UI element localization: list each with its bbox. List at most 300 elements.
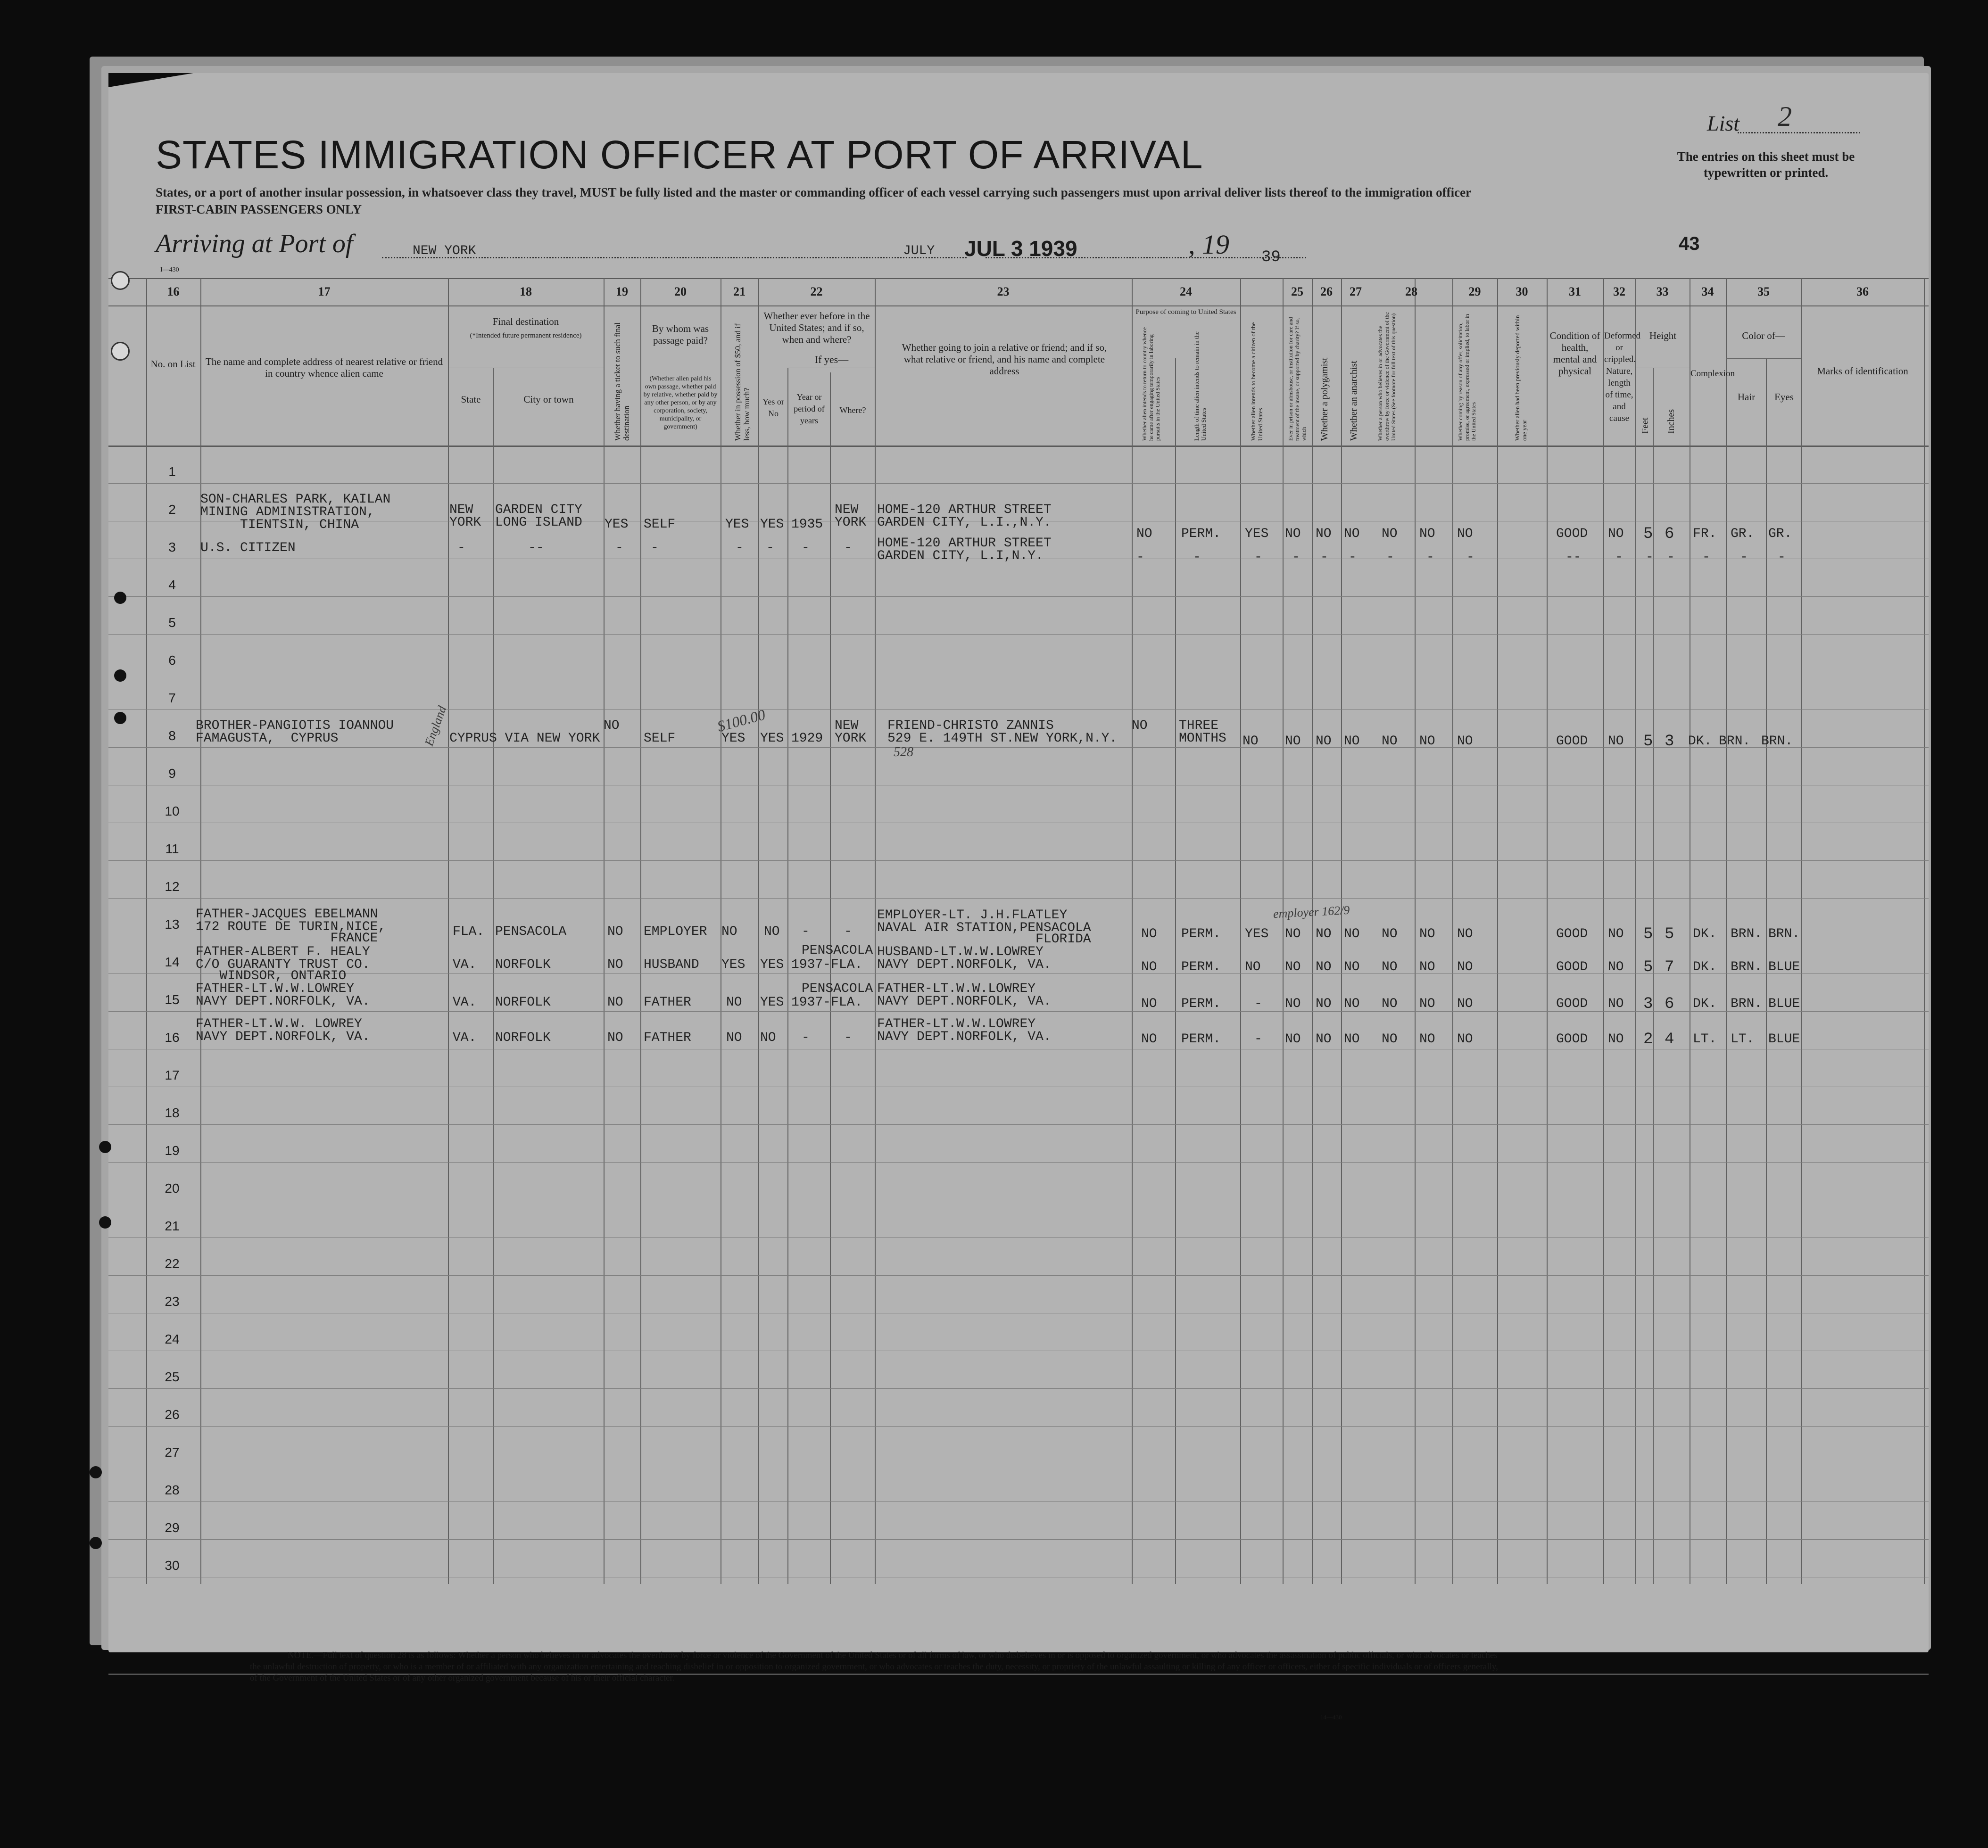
anarchist-cell: NO	[1344, 960, 1360, 974]
before-cell: YES	[760, 995, 784, 1010]
col-num-18: 18	[520, 285, 532, 298]
where-cell: -	[844, 924, 852, 939]
relative-line: 172 ROUTE DE TURIN,NICE,	[196, 920, 386, 934]
ticket-cell: NO	[607, 924, 623, 939]
relative-line: FATHER-LT.W.W.LOWREY	[196, 982, 355, 996]
relative-line: U.S. CITIZEN	[200, 541, 296, 555]
paid-cell: FATHER	[644, 1031, 691, 1045]
dash-cell: -	[1320, 550, 1328, 565]
length-cell: PERM.	[1181, 997, 1221, 1011]
complexion-cell: DK.	[1693, 927, 1717, 941]
col-22-year: Year or period of years	[794, 392, 825, 425]
polygamist-cell: NO	[1316, 527, 1332, 541]
hair-cell: BRN.	[1731, 997, 1763, 1011]
col-num-30: 30	[1516, 285, 1528, 298]
state-cell: YORK	[449, 515, 481, 530]
col-30-header: Whether alien had been previously deported within one year	[1514, 315, 1528, 441]
col-num-26: 26	[1320, 285, 1333, 298]
binder-hole	[111, 271, 130, 290]
state-cell: VA.	[453, 995, 477, 1010]
col-18-header: Final destination	[492, 316, 559, 327]
citizen-cell: YES	[1245, 927, 1269, 941]
q30-cell: NO	[1457, 734, 1473, 749]
complexion-cell: DK.	[1693, 960, 1717, 974]
anarchist-cell: NO	[1344, 1032, 1360, 1047]
join-cell: NAVAL AIR STATION,PENSACOLA	[877, 921, 1091, 935]
length-cell: PERM.	[1181, 527, 1221, 541]
relative-line: WINDSOR, ONTARIO	[196, 969, 347, 983]
col-35-header: Color of—	[1742, 330, 1785, 341]
relative-line: TIENTSIN, CHINA	[200, 518, 359, 532]
citizen-cell: YES	[1245, 527, 1269, 541]
where-cell: -	[844, 1031, 852, 1045]
binder-hole	[114, 669, 126, 682]
q28-cell: NO	[1382, 960, 1398, 974]
col-num-34: 34	[1701, 285, 1714, 298]
instructions-line: States, or a port of another insular possession, in whatsoever class they travel, MUST be fully listed and the master or commanding officer of each vessel carrying such passengers must upon arrival deliver lists thereof to the immigration officer	[156, 185, 1472, 199]
year-prefix: , 19	[1188, 229, 1229, 260]
where-cell: YORK	[835, 731, 867, 746]
col-17-header: The name and complete address of nearest relative or friend in country whence alien came	[205, 356, 443, 379]
ticket-cell: NO	[604, 718, 620, 733]
return-cell: NO	[1141, 927, 1157, 941]
citizen-cell: NO	[1242, 734, 1259, 749]
dash-cell: -	[1254, 550, 1262, 565]
inches-cell: 6	[1665, 995, 1674, 1013]
binder-hole	[99, 1141, 111, 1153]
complexion-cell: LT.	[1693, 1032, 1717, 1047]
feet-cell: 5	[1643, 925, 1653, 943]
complexion-cell: DK.	[1693, 997, 1717, 1011]
col-26-header: Whether a polygamist	[1319, 357, 1330, 441]
hair-cell: BRN.	[1731, 927, 1763, 941]
q29-cell: NO	[1419, 1032, 1435, 1047]
row-number: 5	[168, 615, 176, 630]
row-number: 7	[168, 691, 176, 705]
health-cell: GOOD	[1556, 527, 1588, 541]
dash-cell: --	[1566, 550, 1582, 565]
form-code: I—430	[160, 266, 179, 273]
col-27-header: Whether an anarchist	[1349, 361, 1359, 441]
city-cell: PENSACOLA	[495, 924, 567, 939]
year-cell: 1929	[791, 731, 823, 746]
city-cell: NORFOLK	[495, 957, 551, 972]
row-number: 18	[165, 1106, 180, 1120]
prison-cell: NO	[1285, 927, 1301, 941]
money-cell: NO	[721, 924, 737, 939]
binder-hole	[111, 342, 130, 361]
col-24b-header: Length of time alien intends to remain in the United States	[1193, 331, 1207, 441]
col-20-subheader: (Whether alien paid his own passage, whether paid by relative, whether paid by any other person, or by any corporation, society, municipality, or government)	[643, 375, 718, 430]
prison-cell: NO	[1285, 1032, 1301, 1047]
dash-cell: -	[1136, 550, 1144, 565]
list-note: The entries on this sheet must be typewritten or printed.	[1677, 149, 1855, 180]
deformed-cell: NO	[1608, 927, 1624, 941]
col-33-inches: Inches	[1666, 409, 1676, 434]
state-cell: VA.	[453, 957, 477, 972]
year-cell: 1937-FLA.	[791, 957, 863, 972]
dash-cell: -	[1193, 550, 1201, 565]
col-24a-header: Whether alien intends to return to country whence he came after engaging temporarily in laboring pursuits in the United States	[1141, 327, 1161, 441]
join-cell: FLORIDA	[877, 932, 1091, 947]
q28-cell: NO	[1382, 1032, 1398, 1047]
dash-cell: -	[1778, 550, 1786, 565]
ticket-cell: NO	[607, 1031, 623, 1045]
q30-cell: NO	[1457, 960, 1473, 974]
q29-cell: NO	[1419, 997, 1435, 1011]
dash-cell: -	[1702, 550, 1710, 565]
join-cell: GARDEN CITY, L.I,N.Y.	[877, 549, 1044, 563]
prison-cell: NO	[1285, 527, 1301, 541]
before-cell: YES	[760, 517, 784, 532]
dash-cell: -	[766, 541, 774, 555]
col-num-25: 25	[1291, 285, 1303, 298]
inches-cell: 6	[1665, 525, 1674, 543]
row-number: 27	[165, 1445, 180, 1460]
col-28-header: Whether a person who believes in or advocates the overthrow by force or violence of the Government of the United States (See footnote for full text of this question)	[1377, 312, 1397, 441]
join-cell: NAVY DEPT.NORFOLK, VA.	[877, 957, 1052, 972]
col-num-21: 21	[733, 285, 746, 298]
col-16-header: No. on List	[150, 358, 196, 370]
where-cell: PENSACOLA	[802, 982, 873, 996]
row-number: 4	[168, 578, 176, 592]
col-num-16: 16	[167, 285, 180, 298]
length-cell: PERM.	[1181, 1032, 1221, 1047]
return-cell: NO	[1141, 960, 1157, 974]
polygamist-cell: NO	[1316, 960, 1332, 974]
deformed-cell: NO	[1608, 997, 1624, 1011]
before-cell: YES	[760, 731, 784, 746]
paid-cell: SELF	[644, 731, 676, 746]
col-num-24: 24	[1180, 285, 1192, 298]
sheet-number: 43	[1679, 233, 1700, 254]
binder-hole	[114, 592, 126, 604]
citizen-cell: NO	[1245, 960, 1261, 974]
return-cell: NO	[1136, 527, 1152, 541]
feet-cell: 2	[1643, 1031, 1653, 1048]
join-cell: NAVY DEPT.NORFOLK, VA.	[877, 1030, 1052, 1044]
inches-cell: 7	[1665, 958, 1674, 976]
row-number: 26	[165, 1407, 180, 1422]
health-cell: GOOD	[1556, 927, 1588, 941]
polygamist-cell: NO	[1316, 927, 1332, 941]
prison-cell: NO	[1285, 734, 1301, 749]
handwritten-note: employer 162/9	[1273, 903, 1350, 921]
handwritten-note: England	[422, 704, 449, 748]
dash-cell: -	[1667, 550, 1675, 565]
q28-cell: NO	[1382, 527, 1398, 541]
q29-cell: NO	[1419, 927, 1435, 941]
join-cell: HOME-120 ARTHUR STREET	[877, 536, 1052, 551]
relative-line: FATHER-JACQUES EBELMANN	[196, 907, 378, 922]
join-cell: FATHER-LT.W.W.LOWREY	[877, 1017, 1036, 1031]
money-cell: NO	[726, 1031, 742, 1045]
state-cell: NEW	[449, 503, 473, 517]
health-cell: GOOD	[1556, 734, 1588, 749]
col-29-header: Whether coming by reason of any offer, solicitation, promise, or agreement, expressed or implied, to labor in the United States	[1457, 314, 1477, 441]
feet-cell: 5	[1643, 733, 1653, 751]
col-35-eyes: Eyes	[1774, 391, 1794, 403]
footnote-code: 14—430	[1320, 1714, 1342, 1721]
page-title: STATES IMMIGRATION OFFICER AT PORT OF ARRIVAL	[156, 132, 1203, 177]
polygamist-cell: NO	[1316, 997, 1332, 1011]
money-cell: NO	[726, 995, 742, 1010]
paid-cell: HUSBAND	[644, 957, 699, 972]
col-num-28: 28	[1405, 285, 1417, 298]
hair-cell: BRN.	[1719, 734, 1751, 749]
col-25b-header: Ever in prison or almshouse, or institution for care and treatment of the insane, or supported by charity? If so, which	[1287, 317, 1307, 441]
join-cell: 529 E. 149TH ST.NEW YORK,N.Y.	[887, 731, 1118, 746]
col-36-header: Marks of identification	[1817, 365, 1908, 377]
relative-line: FAMAGUSTA, CYPRUS	[196, 731, 339, 746]
col-33-header: Height	[1649, 330, 1677, 341]
col-34-header: Complexion	[1690, 369, 1735, 379]
eyes-cell: BRN.	[1768, 927, 1800, 941]
where-cell: NEW	[835, 718, 859, 733]
col-19-header: Whether having a ticket to such final destination	[613, 322, 631, 441]
row-number: 21	[165, 1219, 180, 1233]
feet-cell: 5	[1643, 958, 1653, 976]
col-18-state: State	[461, 394, 481, 405]
destination-cell: CYPRUS VIA NEW YORK	[449, 731, 600, 746]
eyes-cell: BLUE	[1768, 1032, 1800, 1047]
dash-cell: -	[1740, 550, 1748, 565]
col-num-27: 27	[1350, 285, 1362, 298]
anarchist-cell: NO	[1344, 527, 1360, 541]
ticket-cell: NO	[607, 957, 623, 972]
col-22-where: Where?	[839, 405, 866, 415]
city-cell: NORFOLK	[495, 1031, 551, 1045]
col-22-yesno: Yes or No	[762, 397, 784, 418]
row-number: 22	[165, 1256, 180, 1271]
health-cell: GOOD	[1556, 997, 1588, 1011]
return-cell: NO	[1141, 1032, 1157, 1047]
before-cell: YES	[760, 957, 784, 972]
relative-line: FATHER-LT.W.W. LOWREY	[196, 1017, 362, 1031]
relative-line: NAVY DEPT.NORFOLK, VA.	[196, 994, 370, 1009]
list-line	[1738, 132, 1860, 133]
anarchist-cell: NO	[1344, 997, 1360, 1011]
row-number: 29	[165, 1520, 180, 1535]
col-31-header: Condition of health, mental and physical	[1549, 330, 1600, 377]
year-cell: 1935	[791, 517, 823, 532]
col-22-ifyes: If yes—	[814, 354, 849, 365]
ticket-cell: NO	[607, 995, 623, 1010]
feet-cell: 3	[1643, 995, 1653, 1013]
complexion-cell: DK.	[1688, 734, 1712, 749]
passenger-class: FIRST-CABIN PASSENGERS ONLY	[156, 202, 362, 216]
col-num-17: 17	[318, 285, 331, 298]
date-stamp: JUL 3 1939	[964, 236, 1077, 261]
q29-cell: NO	[1419, 527, 1435, 541]
row-number: 15	[165, 992, 180, 1007]
dash-cell: -	[1615, 550, 1623, 565]
col-25-header: Whether alien intends to become a citizen of the United States	[1250, 322, 1264, 441]
join-cell: GARDEN CITY, L.I.,N.Y.	[877, 515, 1052, 530]
polygamist-cell: NO	[1316, 1032, 1332, 1047]
state-cell: VA.	[453, 1031, 477, 1045]
col-num-19: 19	[616, 285, 628, 298]
eyes-cell: BLUE	[1768, 997, 1800, 1011]
row-number: 23	[165, 1294, 180, 1309]
paid-cell: FATHER	[644, 995, 691, 1010]
join-cell: FRIEND-CHRISTO ZANNIS	[887, 718, 1054, 733]
join-cell: HOME-120 ARTHUR STREET	[877, 503, 1052, 517]
eyes-cell: GR.	[1768, 527, 1792, 541]
relative-line: FRANCE	[196, 931, 378, 946]
year-cell: 1937-FLA.	[791, 995, 863, 1010]
row-number: 14	[165, 955, 180, 969]
binder-hole	[99, 1216, 111, 1229]
return-cell: NO	[1132, 718, 1148, 733]
q30-cell: NO	[1457, 1032, 1473, 1047]
relative-line: MINING ADMINISTRATION,	[200, 505, 375, 520]
health-cell: GOOD	[1556, 1032, 1588, 1047]
list-label: List	[1707, 111, 1740, 135]
row-number: 25	[165, 1370, 180, 1384]
join-cell: NAVY DEPT.NORFOLK, VA.	[877, 994, 1052, 1009]
row-number: 16	[165, 1030, 180, 1045]
col-num-33: 33	[1656, 285, 1669, 298]
col-22-header: Whether ever before in the United States; and if so, when and where?	[763, 310, 870, 345]
list-number: 2	[1778, 101, 1792, 132]
dash-cell: -	[1466, 550, 1474, 565]
complexion-cell: FR.	[1693, 527, 1717, 541]
relative-line: FATHER-ALBERT F. HEALY	[196, 945, 370, 959]
q30-cell: NO	[1457, 997, 1473, 1011]
col-num-32: 32	[1613, 285, 1625, 298]
dash-cell: -	[615, 541, 623, 555]
col-33-feet: Feet	[1640, 417, 1650, 434]
col-24-header: Purpose of coming to United States	[1135, 308, 1236, 316]
q30-cell: NO	[1457, 927, 1473, 941]
join-cell: EMPLOYER-LT. J.H.FLATLEY	[877, 908, 1068, 923]
year-value: 39	[1261, 248, 1281, 266]
citizen-cell: -	[1254, 997, 1262, 1011]
row-number: 30	[165, 1558, 180, 1573]
row-number: 20	[165, 1181, 180, 1196]
manifest-sheet	[108, 73, 1929, 1721]
row-number: 24	[165, 1332, 180, 1346]
year-cell: -	[802, 1031, 810, 1045]
join-cell: FATHER-LT.W.W.LOWREY	[877, 982, 1036, 996]
handwritten-amount: $100.00	[715, 706, 767, 735]
col-num-29: 29	[1468, 285, 1481, 298]
row-number: 1	[168, 464, 176, 479]
deformed-cell: NO	[1608, 960, 1624, 974]
dash-cell: -	[1292, 550, 1300, 565]
row-number: 2	[168, 502, 176, 517]
eyes-cell: BRN.	[1761, 734, 1793, 749]
inches-cell: 4	[1665, 1031, 1674, 1048]
before-cell: NO	[764, 924, 780, 939]
paid-cell: SELF	[644, 517, 676, 532]
dash-cell: --	[528, 541, 544, 555]
q28-cell: NO	[1382, 997, 1398, 1011]
row-number: 8	[168, 728, 176, 743]
polygamist-cell: NO	[1316, 734, 1332, 749]
col-num-36: 36	[1856, 285, 1869, 298]
hair-cell: BRN.	[1731, 960, 1763, 974]
where-cell: PENSACOLA	[802, 943, 873, 958]
eyes-cell: BLUE	[1768, 960, 1800, 974]
col-35-hair: Hair	[1737, 391, 1756, 403]
q30-cell: NO	[1457, 527, 1473, 541]
row-number: 28	[165, 1483, 180, 1497]
city-cell: LONG ISLAND	[495, 515, 582, 530]
money-cell: YES	[721, 957, 746, 972]
dash-cell: -	[1646, 550, 1654, 565]
col-32-header: Deformed or crippled. Nature, length of time, and cause	[1604, 331, 1641, 423]
citizen-cell: -	[1254, 1032, 1262, 1047]
col-num-20: 20	[674, 285, 687, 298]
footnote: NOTE.—Full text of question 28 is as follows: Whether a person who believes in or advocates the overthrow by force or violence of the Government of the United States or of all forms of law, or who disbelieves in or is opposed to organized government, or who advocates the assassination of public officials, or who advocates or teaches the unlawful destruction of property, or who is a member of or affiliated with any organization entertaining and teaching disbelief in or opposition to organized government, or who advocates or teaches the duty, necessity, or propriety of the unlawful assaulting or killing of any officer or officers, either of specific individuals or of officers generally, of the Government of the United States or of any other organized government because of his or their official character.	[250, 1650, 1498, 1683]
dash-cell: -	[457, 541, 465, 555]
port-label: Arriving at Port of	[156, 229, 353, 258]
row-number: 12	[165, 879, 180, 894]
dash-cell: -	[736, 541, 744, 555]
prison-cell: NO	[1285, 997, 1301, 1011]
col-23-header: Whether going to join a relative or friend; and if so, what relative or friend, and his name and complete address	[902, 342, 1107, 377]
hair-cell: GR.	[1731, 527, 1755, 541]
length-cell: THREE	[1179, 718, 1219, 733]
q28-cell: NO	[1382, 734, 1398, 749]
col-num-35: 35	[1757, 285, 1770, 298]
col-num-23: 23	[997, 285, 1010, 298]
col-21-header: Whether in possession of $50, and if less, how much?	[733, 323, 751, 441]
length-cell: MONTHS	[1179, 731, 1226, 746]
anarchist-cell: NO	[1344, 927, 1360, 941]
manifest-table	[108, 278, 1929, 1598]
q28-cell: NO	[1382, 927, 1398, 941]
health-cell: GOOD	[1556, 960, 1588, 974]
relative-line: NAVY DEPT.NORFOLK, VA.	[196, 1030, 370, 1044]
length-cell: PERM.	[1181, 960, 1221, 974]
row-number: 19	[165, 1143, 180, 1158]
row-number: 13	[165, 917, 180, 932]
ticket-cell: YES	[605, 517, 629, 532]
binder-hole	[114, 712, 126, 724]
inches-cell: 5	[1665, 925, 1674, 943]
inches-cell: 3	[1665, 733, 1674, 751]
hair-cell: LT.	[1731, 1032, 1755, 1047]
port-value: NEW YORK	[413, 244, 476, 258]
row-number: 10	[165, 804, 180, 818]
relative-line: BROTHER-PANGIOTIS IOANNOU	[196, 718, 394, 733]
dash-cell: -	[844, 541, 852, 555]
handwritten-address: 528	[894, 745, 913, 759]
dash-cell: -	[651, 541, 659, 555]
binder-hole	[90, 1466, 102, 1478]
dash-cell: -	[1426, 550, 1434, 565]
row-number: 11	[165, 842, 179, 856]
money-cell: YES	[721, 731, 746, 746]
relative-line: C/O GUARANTY TRUST CO.	[196, 957, 370, 972]
q29-cell: NO	[1419, 960, 1435, 974]
where-cell: YORK	[835, 515, 867, 530]
prison-cell: NO	[1285, 960, 1301, 974]
row-number: 17	[165, 1068, 180, 1082]
instructions-text	[156, 184, 1712, 218]
dash-cell: -	[1386, 550, 1394, 565]
city-cell: NORFOLK	[495, 995, 551, 1010]
deformed-cell: NO	[1608, 734, 1624, 749]
deformed-cell: NO	[1608, 527, 1624, 541]
row-number: 6	[168, 653, 176, 668]
row-number: 3	[168, 540, 176, 554]
length-cell: PERM.	[1181, 927, 1221, 941]
q29-cell: NO	[1419, 734, 1435, 749]
